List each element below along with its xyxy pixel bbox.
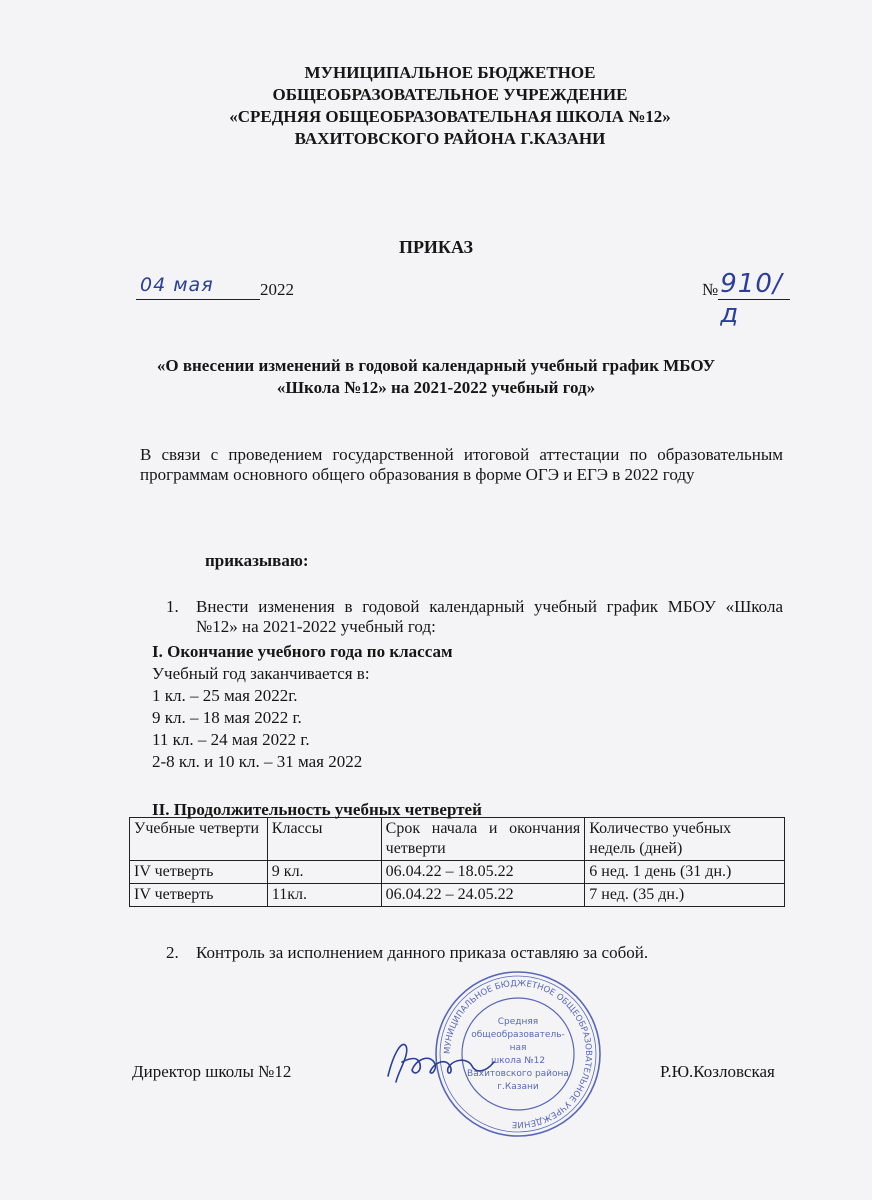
section-2-heading: II. Продолжительность учебных четвертей [152, 800, 482, 819]
header-line-4: ВАХИТОВСКОГО РАЙОНА Г.КАЗАНИ [294, 129, 606, 148]
subject-line-2: «Школа №12» на 2021-2022 учебный год» [276, 378, 596, 397]
table-header-row [130, 818, 785, 861]
number-sign: № [702, 280, 719, 299]
class-end-line: 9 кл. – 18 мая 2022 г. [152, 708, 302, 727]
stamp-line: г.Казани [497, 1082, 539, 1092]
header-line-3: «СРЕДНЯЯ ОБЩЕОБРАЗОВАТЕЛЬНАЯ ШКОЛА №12» [229, 107, 671, 126]
quarters-table [129, 817, 785, 907]
document-title: ПРИКАЗ [398, 237, 474, 257]
table-row [130, 884, 785, 907]
stamp-line: ная [509, 1043, 527, 1053]
class-end-line: 11 кл. – 24 мая 2022 г. [152, 730, 310, 749]
section-1 [152, 641, 453, 773]
table-cell: 7 нед. (35 дн.) [585, 884, 785, 907]
class-end-line: 1 кл. – 25 мая 2022г. [152, 686, 298, 705]
order-date [136, 274, 294, 300]
table-header-cell: Учебные четверти [130, 818, 268, 861]
order-item-1 [166, 597, 783, 637]
class-end-line: 2-8 кл. и 10 кл. – 31 мая 2022 [152, 752, 363, 771]
table-row [130, 861, 785, 884]
institution-header [100, 62, 800, 150]
handwritten-number: 910/д [720, 269, 783, 329]
date-year: 2022 [260, 280, 294, 299]
signatory-position: Директор школы №12 [132, 1062, 292, 1081]
table-cell: IV четверть [130, 861, 268, 884]
stamp-line: общеобразователь- [471, 1030, 565, 1040]
table-cell: 9 кл. [267, 861, 381, 884]
order-word: приказываю: [205, 551, 309, 570]
table-header-cell: Количество учебных недель (дней) [585, 818, 785, 861]
order-number [702, 269, 790, 329]
order-item-2 [166, 943, 648, 963]
item-text: Внести изменения в годовой календарный учебный график МБОУ «Школа №12» на 2021-2022 учебный год: [196, 597, 783, 636]
table-cell: 11кл. [267, 884, 381, 907]
item-number: 2. [166, 943, 179, 962]
table-header-cell: Срок начала и окончания четверти [381, 818, 585, 861]
stamp-line: школа №12 [490, 1056, 546, 1066]
item-number: 1. [166, 597, 179, 616]
stamp-line: Вахитовского района [467, 1069, 569, 1079]
handwritten-date: 04 мая [140, 274, 214, 296]
date-blank [136, 274, 260, 300]
subject-line-1: «О внесении изменений в годовой календарный учебный график МБОУ [156, 356, 716, 375]
item-text: Контроль за исполнением данного приказа оставляю за собой. [196, 943, 649, 962]
header-line-1: МУНИЦИПАЛЬНОЕ БЮДЖЕТНОЕ [304, 63, 596, 82]
stamp-line: Средняя [497, 1017, 539, 1027]
header-line-2: ОБЩЕОБРАЗОВАТЕЛЬНОЕ УЧРЕЖДЕНИЕ [272, 85, 628, 104]
handwritten-signature [376, 1032, 506, 1092]
stamp-outer-text: МУНИЦИПАЛЬНОЕ БЮДЖЕТНОЕ ОБЩЕОБРАЗОВАТЕЛЬНОЕ УЧРЕЖДЕНИЕ [442, 978, 594, 1130]
table-cell: 6 нед. 1 день (31 дн.) [585, 861, 785, 884]
number-blank [718, 269, 790, 329]
table-cell: 06.04.22 – 18.05.22 [381, 861, 585, 884]
table-cell: 06.04.22 – 24.05.22 [381, 884, 585, 907]
table-cell: IV четверть [130, 884, 268, 907]
intro-paragraph: В связи с проведением государственной итоговой аттестации по образовательным программам основного общего образования в форме ОГЭ и ЕГЭ в 2022 году [140, 445, 783, 484]
order-subject [110, 355, 762, 399]
section-1-heading: I. Окончание учебного года по классам [152, 642, 453, 661]
table-header-cell: Классы [267, 818, 381, 861]
signatory-name: Р.Ю.Козловская [660, 1062, 775, 1081]
section-1-lead: Учебный год заканчивается в: [152, 664, 370, 683]
